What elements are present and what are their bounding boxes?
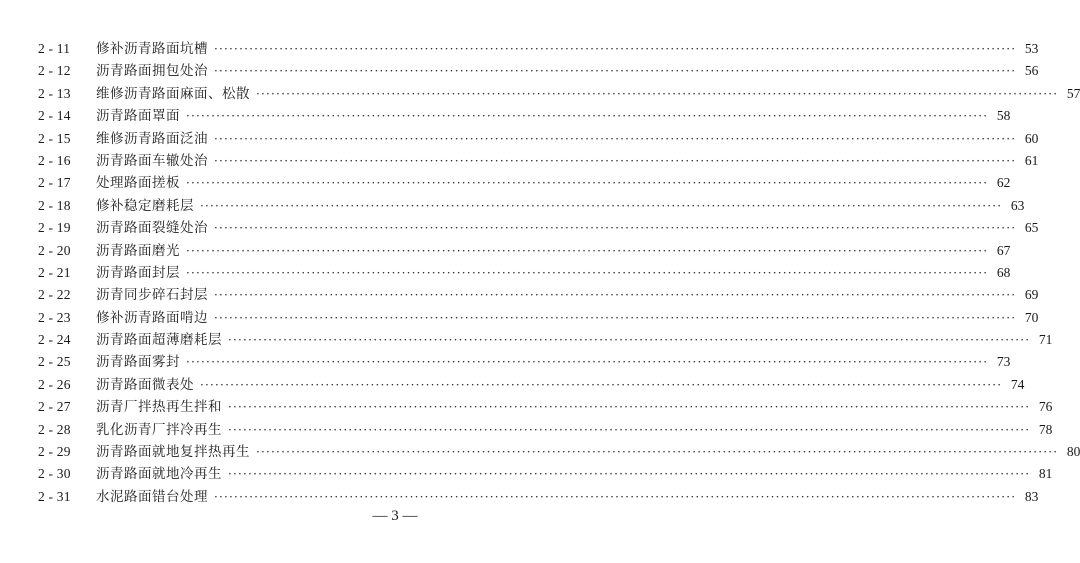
- toc-entry[interactable]: [38, 351, 1011, 373]
- toc-entry-page: 63: [1010, 197, 1025, 213]
- dot-leader: ································································································································································: [200, 377, 1003, 392]
- toc-entry-number: 2 - 30: [38, 466, 71, 482]
- dot-leader: ································································································································································: [256, 445, 1059, 460]
- toc-entry[interactable]: [38, 105, 1011, 127]
- toc-entry-number: 2 - 29: [38, 444, 71, 460]
- toc-entry[interactable]: [38, 172, 1011, 194]
- dot-leader: ································································································································································: [214, 42, 1017, 56]
- toc-entry-page: 83: [1024, 488, 1039, 504]
- toc-entry-title: 乳化沥青厂拌冷再生: [96, 421, 222, 438]
- toc-entry-page: 80: [1066, 444, 1080, 460]
- toc-entry-title: 沥青路面车辙处治: [96, 152, 208, 169]
- dot-leader: ································································································································································: [186, 109, 989, 124]
- dot-leader: ································································································································································: [228, 400, 1031, 415]
- toc-entry[interactable]: [38, 128, 1039, 150]
- dot-leader: ································································································································································: [214, 221, 1017, 236]
- toc-entry-page: 81: [1038, 466, 1053, 482]
- toc-entry-page: 62: [996, 175, 1011, 191]
- toc-entry-page: 68: [996, 264, 1011, 280]
- toc-entry-page: 70: [1024, 309, 1039, 325]
- toc-entry-title: 沥青路面磨光: [96, 242, 180, 259]
- toc-entry-page: 76: [1038, 399, 1053, 415]
- toc-entry[interactable]: [38, 83, 1080, 105]
- toc-entry-number: 2 - 17: [38, 175, 71, 191]
- toc-entry-number: 2 - 23: [38, 309, 71, 325]
- toc-entry-page: 67: [996, 242, 1011, 258]
- toc-entry-page: 69: [1024, 287, 1039, 303]
- toc-entry-page: 58: [996, 108, 1011, 124]
- toc-entry[interactable]: [38, 217, 1039, 239]
- dot-leader: ································································································································································: [214, 489, 1017, 504]
- toc-entry-number: 2 - 27: [38, 399, 71, 415]
- toc-entry-title: 修补沥青路面啃边: [96, 309, 208, 326]
- toc-entry[interactable]: [38, 441, 1080, 463]
- toc-entry-number: 2 - 19: [38, 220, 71, 236]
- table-of-contents: [38, 38, 1080, 508]
- toc-entry-title: 维修沥青路面泛油: [96, 130, 208, 147]
- toc-entry-title: 沥青路面就地冷再生: [96, 466, 222, 483]
- toc-entry-title: 沥青同步碎石封层: [96, 287, 208, 304]
- toc-entry-page: 57: [1066, 85, 1080, 101]
- dot-leader: ································································································································································: [186, 355, 989, 370]
- toc-entry-page: 65: [1024, 220, 1039, 236]
- toc-entry[interactable]: [38, 284, 1039, 306]
- dot-leader: ································································································································································: [228, 422, 1031, 437]
- toc-entry-title: 沥青厂拌热再生拌和: [96, 399, 222, 416]
- toc-entry[interactable]: [38, 307, 1039, 329]
- toc-entry-number: 2 - 31: [38, 488, 71, 504]
- toc-entry-number: 2 - 24: [38, 332, 71, 348]
- toc-entry[interactable]: [38, 195, 1025, 217]
- dot-leader: ································································································································································: [214, 64, 1017, 79]
- toc-entry[interactable]: [38, 396, 1053, 418]
- dot-leader: ································································································································································: [186, 176, 989, 191]
- toc-entry-title: 水泥路面错台处理: [96, 488, 208, 505]
- toc-entry-number: 2 - 16: [38, 152, 71, 168]
- dot-leader: ································································································································································: [256, 86, 1059, 101]
- toc-entry-title: 沥青路面就地复拌热再生: [96, 444, 250, 461]
- toc-entry-title: 沥青路面微表处: [96, 376, 194, 393]
- dot-leader: ································································································································································: [186, 265, 989, 280]
- toc-entry-title: 处理路面搓板: [96, 175, 180, 192]
- toc-entry-page: 56: [1024, 63, 1039, 79]
- toc-entry-title: 沥青路面超薄磨耗层: [96, 332, 222, 349]
- toc-entry-number: 2 - 18: [38, 197, 71, 213]
- dot-leader: ································································································································································: [214, 153, 1017, 168]
- toc-entry-page: 74: [1010, 376, 1025, 392]
- toc-entry[interactable]: [38, 329, 1053, 351]
- toc-entry[interactable]: [38, 374, 1025, 396]
- toc-entry[interactable]: [38, 150, 1039, 172]
- toc-entry-page: 60: [1024, 130, 1039, 146]
- page-number: — 3 —: [372, 508, 418, 524]
- toc-entry-number: 2 - 14: [38, 108, 71, 124]
- toc-entry-title: 沥青路面雾封: [96, 354, 180, 371]
- toc-entry[interactable]: [38, 262, 1011, 284]
- toc-entry-page: 71: [1038, 332, 1053, 348]
- toc-entry[interactable]: [38, 240, 1011, 262]
- dot-leader: ································································································································································: [214, 310, 1017, 325]
- dot-leader: ································································································································································: [228, 467, 1031, 482]
- toc-entry-title: 沥青路面裂缝处治: [96, 220, 208, 237]
- toc-entry-number: 2 - 13: [38, 85, 71, 101]
- toc-entry-number: 2 - 22: [38, 287, 71, 303]
- toc-entry-title: 修补沥青路面坑槽: [96, 41, 208, 57]
- dot-leader: ································································································································································: [214, 288, 1017, 303]
- toc-entry-number: 2 - 26: [38, 376, 71, 392]
- toc-entry-title: 维修沥青路面麻面、松散: [96, 85, 250, 102]
- toc-entry-number: 2 - 21: [38, 264, 71, 280]
- toc-entry[interactable]: [38, 38, 1039, 60]
- toc-entry-page: 61: [1024, 152, 1039, 168]
- dot-leader: ································································································································································: [228, 333, 1031, 348]
- toc-entry-page: 53: [1024, 41, 1039, 56]
- toc-entry-number: 2 - 20: [38, 242, 71, 258]
- toc-entry[interactable]: [38, 419, 1053, 441]
- toc-entry-number: 2 - 25: [38, 354, 71, 370]
- toc-entry-title: 沥青路面封层: [96, 264, 180, 281]
- toc-entry[interactable]: [38, 60, 1039, 82]
- toc-entry-title: 沥青路面罩面: [96, 108, 180, 125]
- toc-entry-number: 2 - 15: [38, 130, 71, 146]
- dot-leader: ································································································································································: [214, 131, 1017, 146]
- dot-leader: ································································································································································: [186, 243, 989, 258]
- toc-entry-number: 2 - 28: [38, 421, 71, 437]
- toc-entry-page: 78: [1038, 421, 1053, 437]
- toc-entry-title: 沥青路面拥包处治: [96, 63, 208, 80]
- toc-entry-number: 2 - 12: [38, 63, 71, 79]
- toc-entry[interactable]: [38, 486, 1039, 508]
- toc-entry[interactable]: [38, 463, 1053, 485]
- dot-leader: ································································································································································: [200, 198, 1003, 213]
- toc-entry-number: 2 - 11: [38, 41, 71, 56]
- toc-entry-title: 修补稳定磨耗层: [96, 197, 194, 214]
- toc-entry-page: 73: [996, 354, 1011, 370]
